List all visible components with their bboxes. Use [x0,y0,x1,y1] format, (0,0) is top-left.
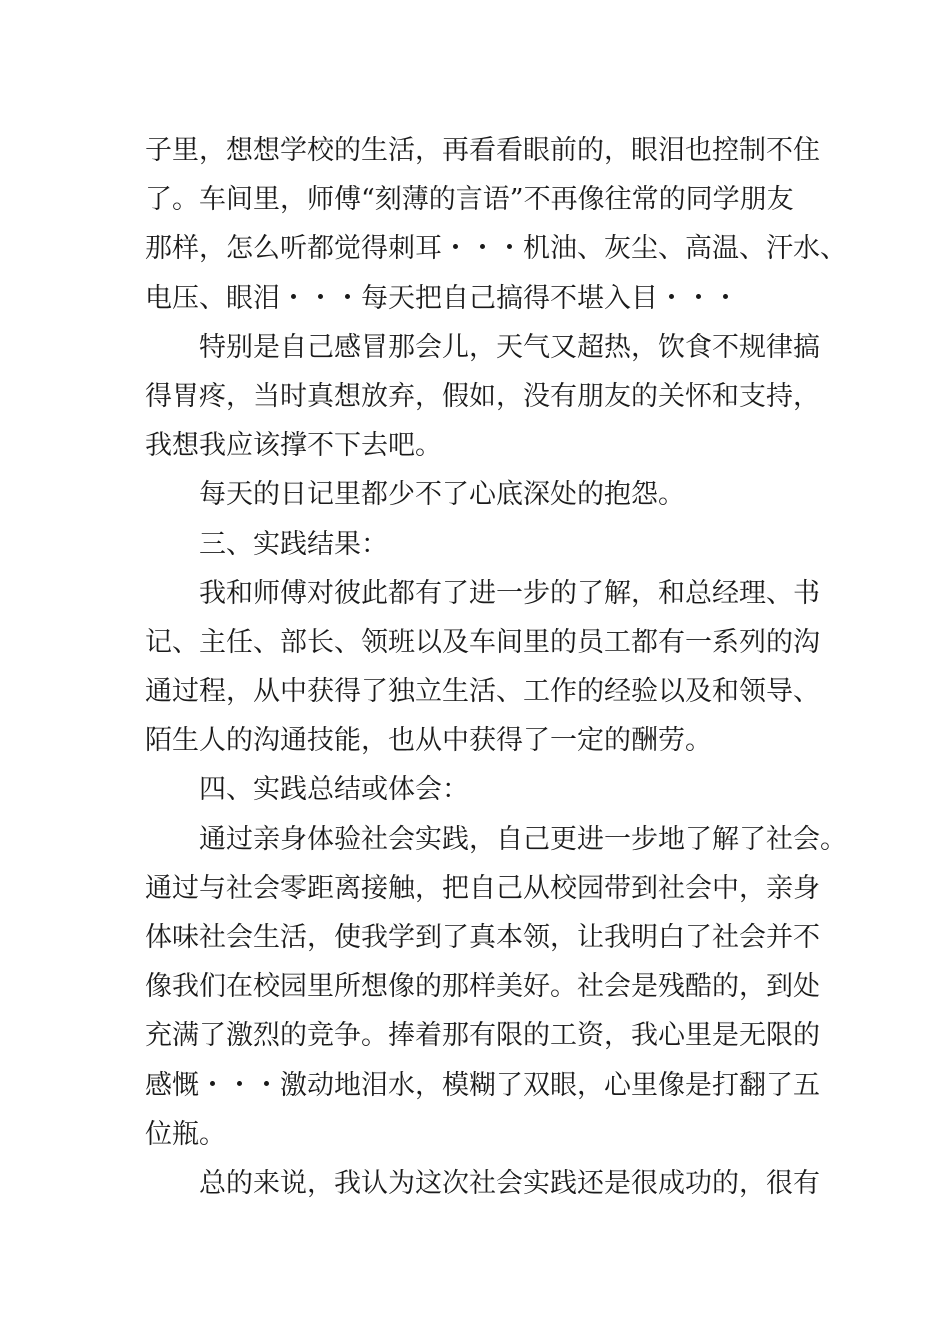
text-line: 记、主任、部长、领班以及车间里的员工都有一系列的沟 [145,626,820,658]
text-line: 通过与社会零距离接触，把自己从校园带到社会中，亲身 [145,872,820,904]
text-line: 了。车间里，师傅“刻薄的言语”不再像往常的同学朋友 [145,184,794,216]
text-line: 四、实践总结或体会： [199,774,469,806]
text-line: 特别是自己感冒那会儿，天气又超热，饮食不规律搞 [199,331,820,363]
text-line: 像我们在校园里所想像的那样美好。社会是残酷的，到处 [145,971,820,1003]
text-line: 每天的日记里都少不了心底深处的抱怨。 [199,479,685,511]
text-line: 感慨・・・激动地泪水，模糊了双眼，心里像是打翻了五 [145,1069,820,1101]
text-line: 充满了激烈的竞争。捧着那有限的工资，我心里是无限的 [145,1020,820,1052]
text-line: 电压、眼泪・・・每天把自己搞得不堪入目・・・ [145,282,739,314]
text-line: 子里，想想学校的生活，再看看眼前的，眼泪也控制不住 [145,135,820,166]
text-line: 陌生人的沟通技能，也从中获得了一定的酬劳。 [145,725,712,757]
document-body-text [145,126,847,1208]
text-line: 我想我应该撑不下去吧。 [145,430,442,462]
text-line: 位瓶。 [145,1118,226,1150]
text-line: 通过程，从中获得了独立生活、工作的经验以及和领导、 [145,676,820,708]
text-line: 体味社会生活，使我学到了真本领，让我明白了社会并不 [145,922,820,953]
text-line: 总的来说，我认为这次社会实践还是很成功的，很有 [199,1167,820,1199]
text-line: 得胃疼，当时真想放弃，假如，没有朋友的关怀和支持， [145,380,820,412]
text-line: 通过亲身体验社会实践，自己更进一步地了解了社会。 [199,823,847,855]
text-line: 那样，怎么听都觉得刺耳・・・机油、灰尘、高温、汗水、 [145,233,847,265]
text-line: 我和师傅对彼此都有了进一步的了解，和总经理、书 [199,577,820,609]
text-line: 三、实践结果： [199,528,388,560]
